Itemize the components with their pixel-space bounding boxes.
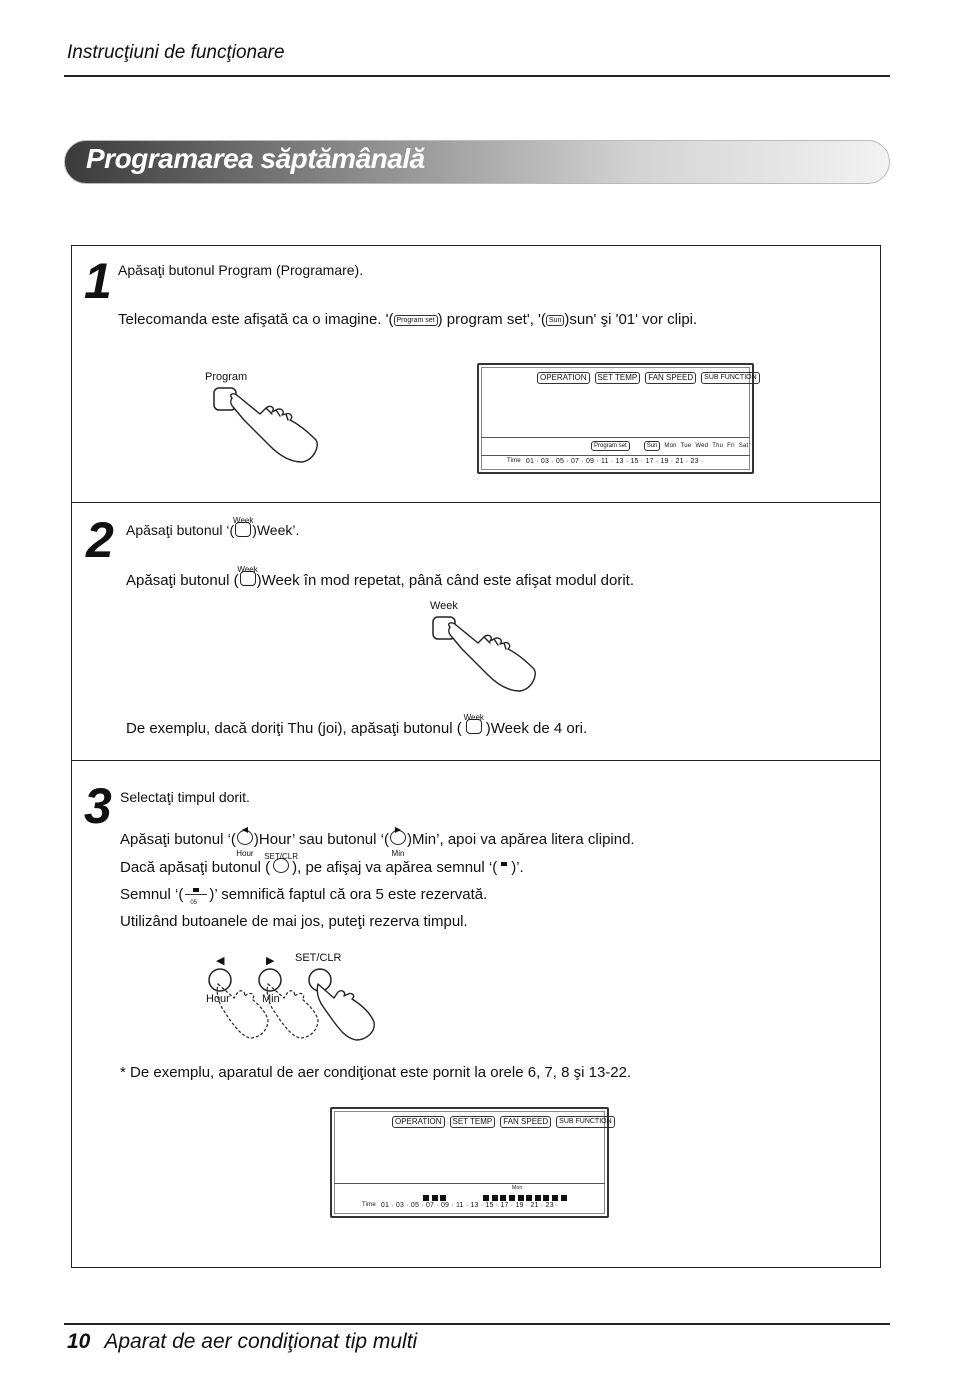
step3-instruction: Selectaţi timpul dorit. bbox=[120, 789, 250, 805]
mode-sub-function: SUB FUNCTION bbox=[556, 1116, 615, 1128]
reserved-hour-mark bbox=[518, 1195, 524, 1201]
day-sun: Sun bbox=[644, 441, 661, 451]
mode-fan-speed: FAN SPEED bbox=[500, 1116, 551, 1128]
display-time-row bbox=[362, 1202, 558, 1209]
day-fri: Fri bbox=[727, 443, 735, 449]
time-hours: 01 · 03 · 05 · 07 · 09 · 11 · 13 · 15 · 17 · 19 · 21 · 23 · bbox=[525, 458, 704, 465]
reserved-hour-sign-icon: 05 bbox=[185, 888, 207, 902]
week-button-label: Week bbox=[430, 600, 458, 612]
remote-display-step3 bbox=[330, 1107, 612, 1218]
display-time-row bbox=[507, 458, 703, 465]
reserve-mark-icon bbox=[501, 862, 507, 866]
reserved-hour-mark bbox=[509, 1195, 515, 1201]
step2-example: De exemplu, dacă doriţi Thu (joi), apăsaţi butonul ( Week )Week de 4 ori. bbox=[126, 719, 587, 739]
arrow-left-icon: ◀ bbox=[241, 825, 248, 834]
program-set-indicator: Program set bbox=[591, 441, 630, 451]
dashed-hand-icon bbox=[217, 984, 318, 1038]
mode-operation: OPERATION bbox=[392, 1116, 445, 1128]
reserved-hour-mark bbox=[552, 1195, 558, 1201]
running-header: Instrucţiuni de funcţionare bbox=[67, 42, 285, 63]
time-hours: 01 · 03 · 05 · 07 · 09 · 11 · 13 · 15 · 17 · 19 · 21 · 23 · bbox=[380, 1202, 559, 1209]
step3-line-hour-min: Apăsaţi butonul ‘( ◀ Hour )Hour’ sau butonul ‘( ▶ Min )Min’, apoi va apărea litera clipind. bbox=[120, 830, 635, 850]
time-label: Time bbox=[507, 458, 521, 464]
step3-example: * De exemplu, aparatul de aer condiţionat este pornit la orele 6, 7, 8 şi 13-22. bbox=[120, 1064, 632, 1081]
display-day-row bbox=[591, 441, 748, 451]
hour-label: Hour bbox=[206, 993, 230, 1005]
display-divider bbox=[334, 1183, 605, 1184]
program-set-tag: Program set bbox=[394, 315, 438, 326]
display-divider-2 bbox=[481, 455, 750, 456]
min-button-inline: ▶ Min bbox=[390, 830, 406, 850]
setclr-label: SET/CLR bbox=[295, 952, 342, 964]
step-separator-2 bbox=[71, 760, 881, 761]
min-arrow-icon: ▶ bbox=[266, 955, 275, 967]
reserved-hour-mark bbox=[492, 1195, 498, 1201]
setclr-button-inline: SET/CLR bbox=[273, 858, 289, 878]
reserved-hour-mark bbox=[500, 1195, 506, 1201]
mode-fan-speed: FAN SPEED bbox=[645, 372, 696, 384]
reserved-hour-mark bbox=[543, 1195, 549, 1201]
reserved-hours-bar bbox=[332, 1195, 607, 1201]
program-button-label: Program bbox=[205, 371, 248, 383]
step1-description: Telecomanda este afişată ca o imagine. '( Program set ) program set', '( Sun )sun' şi '01' vor clipi. bbox=[118, 311, 698, 328]
footer bbox=[67, 1330, 417, 1354]
pointing-hand-icon bbox=[317, 984, 374, 1040]
display-mode-row bbox=[392, 1116, 615, 1128]
time-buttons-hands bbox=[200, 962, 390, 1044]
pointing-hand-icon bbox=[231, 394, 318, 462]
step1-instruction: Apăsaţi butonul Program (Programare). bbox=[118, 262, 364, 278]
header-rule bbox=[64, 75, 890, 77]
step-number-2: 2 bbox=[86, 512, 112, 568]
step-separator-1 bbox=[71, 502, 881, 503]
step3-line-sign: Semnul ‘( 05 )’ semnifică faptul că ora 5 este rezervată. bbox=[120, 886, 488, 907]
mode-set-temp: SET TEMP bbox=[595, 372, 641, 384]
footer-rule bbox=[64, 1323, 890, 1325]
step-number-1: 1 bbox=[84, 253, 110, 309]
day-sat: Sat bbox=[738, 443, 749, 449]
reserved-hour-mark bbox=[440, 1195, 446, 1201]
display-divider bbox=[481, 437, 750, 438]
hour-arrow-icon: ◀ bbox=[216, 955, 225, 967]
reserved-hour-mark bbox=[432, 1195, 438, 1201]
week-button-inline: Week bbox=[240, 571, 256, 591]
step2-instruction: Apăsaţi butonul ‘( Week )Week’. bbox=[126, 521, 299, 541]
step3-line-setclr: Dacă apăsaţi butonul ( SET/CLR ), pe afişaj va apărea semnul ‘( )’. bbox=[120, 858, 524, 878]
footer-title: Aparat de aer condiţionat tip multi bbox=[104, 1330, 418, 1353]
min-button[interactable] bbox=[259, 969, 281, 991]
reserved-hour-mark bbox=[535, 1195, 541, 1201]
day-tue: Tue bbox=[680, 443, 692, 449]
week-button-hand[interactable] bbox=[430, 614, 542, 694]
pointing-hand-icon bbox=[449, 623, 536, 691]
section-title: Programarea săptămânală bbox=[86, 143, 425, 174]
reserved-hour-mark bbox=[483, 1195, 489, 1201]
remote-display-step1 bbox=[477, 363, 757, 474]
step-number-3: 3 bbox=[84, 778, 110, 834]
week-button-inline: Week bbox=[235, 522, 251, 541]
program-button-hand[interactable] bbox=[210, 384, 325, 466]
mode-sub-function: SUB FUNCTION bbox=[701, 372, 760, 384]
week-button-inline: Week bbox=[466, 719, 482, 739]
arrow-right-icon: ▶ bbox=[394, 825, 402, 834]
display-day-mon: Mon bbox=[512, 1185, 523, 1191]
display-mode-row bbox=[537, 372, 760, 384]
mode-set-temp: SET TEMP bbox=[450, 1116, 496, 1128]
sun-tag: Sun bbox=[546, 315, 564, 326]
reserved-hour-mark bbox=[526, 1195, 532, 1201]
reserved-hour-mark bbox=[423, 1195, 429, 1201]
step2-description: Apăsaţi butonul ( Week )Week în mod repetat, până când este afişat modul dorit. bbox=[126, 571, 634, 591]
day-thu: Thu bbox=[712, 443, 724, 449]
page-number: 10 bbox=[67, 1330, 91, 1353]
hour-button-inline: ◀ Hour bbox=[237, 830, 253, 850]
day-wed: Wed bbox=[695, 443, 709, 449]
min-label: Min bbox=[262, 993, 280, 1005]
day-mon: Mon bbox=[664, 443, 677, 449]
mode-operation: OPERATION bbox=[537, 372, 590, 384]
step3-line-reserve: Utilizând butoanele de mai jos, puteţi rezerva timpul. bbox=[120, 913, 468, 930]
reserved-hour-mark bbox=[561, 1195, 567, 1201]
hour-button[interactable] bbox=[209, 969, 231, 991]
time-label: Time bbox=[362, 1202, 376, 1208]
